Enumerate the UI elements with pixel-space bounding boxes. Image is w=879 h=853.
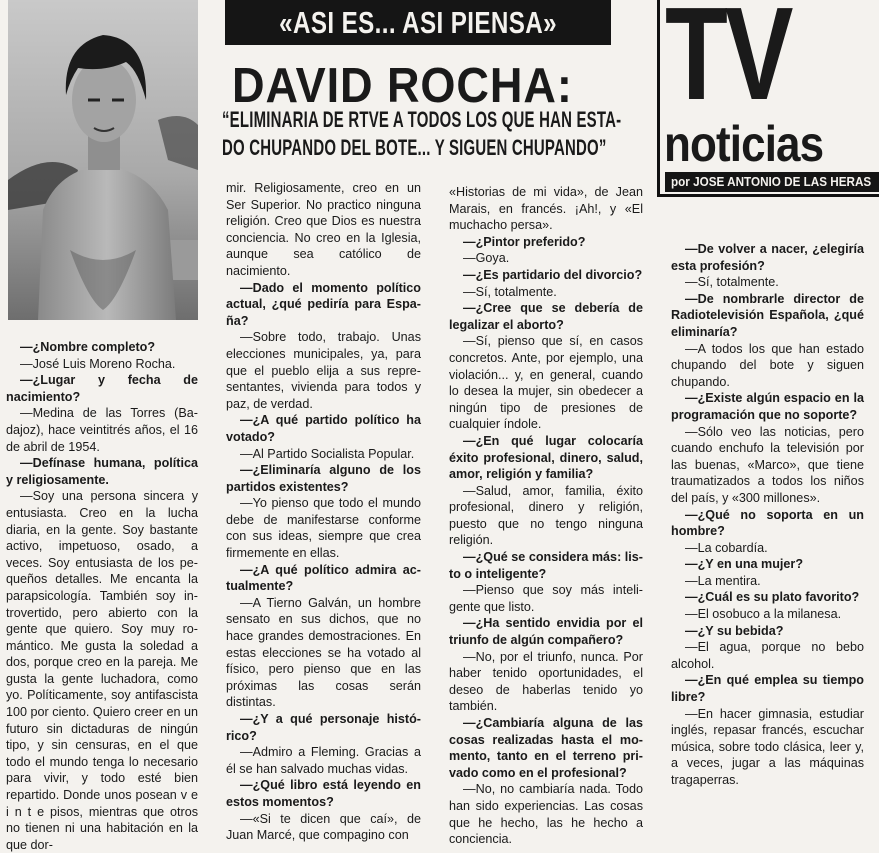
interview-answer: —Al Partido Socialista Popular. xyxy=(240,446,415,461)
interview-answer: —Sí, totalmente. xyxy=(685,275,779,290)
banner-text: «ASI ES... ASI PIENSA» xyxy=(279,4,557,40)
interview-question: —¿Lugar y fecha de nacimiento? xyxy=(6,373,198,404)
interview-question: —¿En qué emplea su tiempo libre? xyxy=(671,673,864,705)
interview-question: —Dado el momento político actual, ¿qué pediría para España? xyxy=(226,280,421,328)
masthead-noticias-text: noticias xyxy=(664,116,824,172)
text-column-4 xyxy=(671,241,864,789)
interview-answer: —No, no cambiaría nada. Todo han sido experiencias. Las cosas que he hecho, las he hecho a conciencia. xyxy=(449,782,643,847)
interview-answer: —La cobardía. xyxy=(685,540,768,555)
interview-question: —¿Cambiaría alguna de las cosas realizadas hasta el momento, tanto en el terreno privado como en el profesional? xyxy=(449,716,643,780)
interview-question: —De nombrarle director de Radiotelevisión Española, ¿qué eliminaría? xyxy=(671,291,864,339)
interview-answer: —Admiro a Fleming. Gracias a él se han salvado muchas vidas. xyxy=(226,745,421,776)
interview-answer: —Pienso que soy más inteligente que listo. xyxy=(449,583,643,614)
interview-question: —Defínase humana, política y religiosamente. xyxy=(6,456,198,487)
portrait-photo xyxy=(8,0,198,320)
interview-answer: —Sí, pienso que sí, en casos concretos. Ante, por ejemplo, una violación... y, en general, cuando lo desea la mujer, sin obedecer a ningún tipo de presiones de cualquier índole. xyxy=(449,334,643,432)
interview-answer: —Salud, amor, familia, éxito profesional, dinero y religión, puesto que no tengo ninguna religión. xyxy=(449,483,643,548)
interview-answer: —Medina de las Torres (Badajoz), hace veintitrés años, el 16 de abril de 1954. xyxy=(6,406,198,454)
interview-question: —¿Qué no soporta en un hombre? xyxy=(671,507,864,539)
text-column-2 xyxy=(226,180,421,844)
interview-answer: —Yo pienso que todo el mundo debe de manifestarse conforme con sus ideas, siempre que crea firmemente en ellas. xyxy=(226,496,421,561)
text-column-3 xyxy=(449,184,643,848)
interview-answer: —El agua, porque no bebo alcohol. xyxy=(671,640,864,671)
headline xyxy=(222,106,647,162)
interview-question: —¿Cuál es su plato favorito? xyxy=(685,590,860,605)
interview-answer: —«Si te dicen que caí», de Juan Marcé, que compagino con xyxy=(226,811,421,843)
interview-question: —¿En qué lugar colocaría éxito profesional, dinero, salud, amor, religión y familia? xyxy=(449,433,643,482)
interview-question: —¿Y su bebida? xyxy=(685,623,784,638)
interview-answer: —Sólo veo las noticias, pero cuando enchufo la televisión por las buenas, «Marco», que tiene traumatizados a todos los niños del país, y «300 millones». xyxy=(671,424,864,505)
masthead-tv-text: TV xyxy=(665,0,791,127)
interview-question: —¿Y en una mujer? xyxy=(685,557,804,572)
interview-answer: —A Tierno Galván, un hombre sensato en sus dichos, que no hace grandes demostraciones. En estas elecciones se ha votado al físico, pero pienso que en las próximas las cosas serán distintas. xyxy=(226,595,421,710)
interviewee-name xyxy=(232,58,652,113)
interview-question: —¿Eliminaría alguno de los partidos existentes? xyxy=(226,463,421,494)
interview-answer: —El osobuco a la milanesa. xyxy=(685,607,842,622)
interview-answer: —La mentira. xyxy=(685,573,761,588)
interview-question: —¿Pintor preferido? xyxy=(463,234,586,249)
section-banner xyxy=(225,0,611,45)
interview-question: —¿A qué político admira actualmente? xyxy=(226,562,421,594)
interview-answer: —José Luis Moreno Rocha. xyxy=(20,356,176,371)
headline-line-2: DO CHUPANDO DEL BOTE... Y SIGUEN CHUPANDO” xyxy=(222,135,607,160)
interview-question: —¿A qué partido político ha votado? xyxy=(226,413,421,444)
portrait-image xyxy=(8,0,198,320)
interview-answer: «Historias de mi vida», de Jean Marais, en francés. ¡Ah!, y «El muchacho persa». xyxy=(449,185,643,233)
interview-question: —¿Ha sentido envidia por el triunfo de algún compañero? xyxy=(449,616,643,648)
masthead-tv xyxy=(665,0,826,127)
headline-line-1: “ELIMINARIA DE RTVE A TODOS LOS QUE HAN ESTA- xyxy=(222,107,622,132)
interview-question: —¿Nombre completo? xyxy=(20,340,156,354)
byline-text: por JOSE ANTONIO DE LAS HERAS xyxy=(671,174,872,189)
interview-question: —De volver a nacer, ¿elegiría esta profesión? xyxy=(671,242,864,273)
interview-question: —¿Es partidario del divorcio? xyxy=(463,267,643,282)
interview-question: —¿Y a qué personaje histórico? xyxy=(226,712,421,743)
interview-answer: —A todos los que han estado chupando del bote y siguen chupando. xyxy=(671,341,864,389)
interview-question: —¿Existe algún espacio en la programación que no soporte? xyxy=(671,391,864,422)
interview-answer: —Soy una persona sincera y entusiasta. Creo en la lucha diaria, en la gente. Soy bastante activo, impetuoso, osado, a veces. Soy entusiasta de los pequeños detalles. Me encanta la parapsicología. También soy introvertido, pero abierto con la gente que quiero. Soy muy romántico. Me gusta la soledad a dos, porque creo en la pareja. Me gusta la gente luchadora, como yo. Políticamente, soy antifascista 100 por ciento. Quiero creer en un futuro sin dictaduras de ningún tipo, y sin censuras, en el que todo el mundo tenga lo necesario para vivir, y todo esté bien repartido. Donde unos posean v e i n t e pisos, mientras que otros no tienen ni una habitación en la que dor- xyxy=(6,489,198,852)
interview-answer: mir. Religiosamente, creo en un Ser Superior. No practico ninguna religión. Creo que Dios es nuestra conciencia. No creo en la Iglesia, aunque sea católico de nacimiento. xyxy=(226,181,421,278)
byline xyxy=(665,172,879,192)
interview-answer: —En hacer gimnasia, estudiar inglés, repasar francés, escuchar música, sobre todo clásica, leer y, a veces, jugar a las máquinas tragaperras. xyxy=(671,706,864,787)
name-text: DAVID ROCHA: xyxy=(232,59,573,113)
interview-question: —¿Qué se considera más: listo o inteligente? xyxy=(449,550,643,581)
interview-answer: —No, por el triunfo, nunca. Por haber tenido oportunidades, el deseo de haberlas tenido yo también. xyxy=(449,649,643,714)
interview-answer: —Goya. xyxy=(463,251,510,266)
interview-question: —¿Cree que se debería de legalizar el aborto? xyxy=(449,301,643,332)
text-column-1 xyxy=(6,339,198,853)
interview-question: —¿Qué libro está leyendo en estos momentos? xyxy=(226,778,421,809)
interview-answer: —Sobre todo, trabajo. Unas elecciones municipales, ya, para que el pueblo elija a sus representantes, vivienda para todos y paz, de verdad. xyxy=(226,330,421,411)
interview-answer: —Sí, totalmente. xyxy=(463,284,557,299)
masthead-noticias xyxy=(664,116,845,172)
